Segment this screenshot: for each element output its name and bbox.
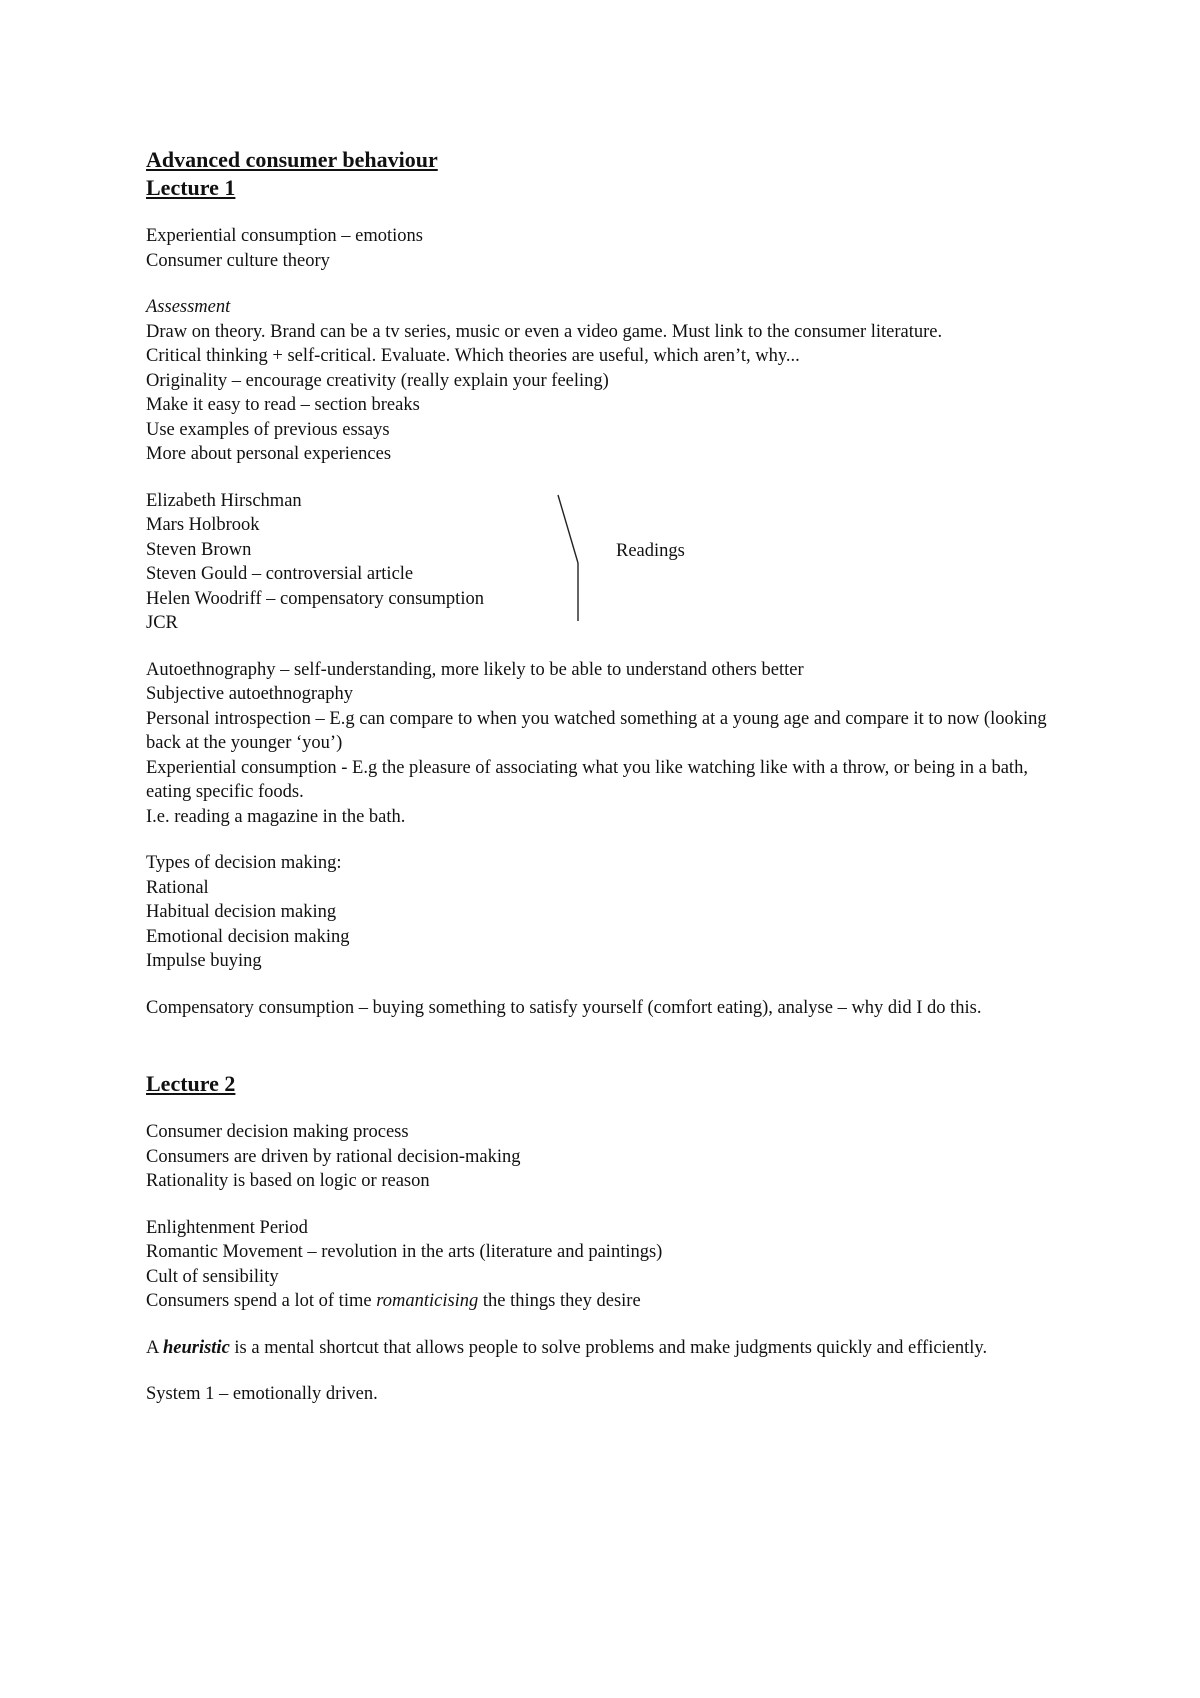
autoethnography-line: Autoethnography – self-understanding, more likely to be able to understand others better: [146, 659, 804, 680]
decision-line: Emotional decision making: [146, 926, 350, 947]
lecture-1-heading: Lecture 1: [146, 175, 236, 200]
process-line: Consumer decision making process: [146, 1122, 409, 1142]
reading-item: Steven Gould – controversial article: [146, 564, 414, 584]
process-line: Consumers are driven by rational decision-making: [146, 1146, 521, 1167]
reading-item: Steven Brown: [146, 539, 252, 560]
decision-line: Habitual decision making: [146, 902, 337, 922]
readings-label: Readings: [616, 540, 685, 561]
enlightenment-line: Cult of sensibility: [146, 1266, 279, 1287]
decision-line: Impulse buying: [146, 951, 262, 971]
assessment-line: Draw on theory. Brand can be a tv series, music or even a video game. Must link to the consumer literature.: [146, 321, 943, 342]
intro-line: Experiential consumption – emotions: [146, 226, 423, 246]
decision-line: Rational: [146, 877, 209, 898]
enlightenment-line: Enlightenment Period: [146, 1217, 308, 1238]
autoethnography-line: I.e. reading a magazine in the bath.: [146, 806, 406, 827]
readings-bracket: [556, 493, 596, 623]
reading-item: Mars Holbrook: [146, 515, 260, 535]
compensatory-line: Compensatory consumption – buying something to satisfy yourself (comfort eating), analyse – why did I do this.: [146, 997, 982, 1018]
assessment-line: Critical thinking + self-critical. Evaluate. Which theories are useful, which aren’t, why...: [146, 346, 800, 366]
reading-item: JCR: [146, 613, 178, 633]
heuristic-after: is a mental shortcut that allows people to solve problems and make judgments quickly and efficiently.: [229, 1337, 988, 1358]
romanticising-line: [146, 1289, 1066, 1314]
lecture-2-heading: Lecture 2: [146, 1071, 236, 1096]
readings-block: [146, 489, 1066, 636]
reading-item: Elizabeth Hirschman: [146, 490, 302, 511]
assessment-line: More about personal experiences: [146, 444, 392, 464]
romanticising-emphasis: romanticising: [376, 1291, 479, 1311]
romanticising-before: Consumers spend a lot of time: [146, 1291, 377, 1311]
intro-line: Consumer culture theory: [146, 250, 330, 271]
assessment-line: Make it easy to read – section breaks: [146, 395, 420, 415]
document-title: Advanced consumer behaviour: [146, 147, 438, 172]
autoethnography-line: Subjective autoethnography: [146, 684, 354, 704]
heuristic-emphasis: heuristic: [162, 1337, 230, 1358]
assessment-label: Assessment: [146, 297, 231, 317]
process-line: Rationality is based on logic or reason: [146, 1171, 430, 1191]
assessment-line: Originality – encourage creativity (really explain your feeling): [146, 370, 609, 391]
assessment-line: Use examples of previous essays: [146, 419, 390, 440]
autoethnography-line: Personal introspection – E.g can compare to when you watched something at a young age and compare it to now (looking back at the younger ‘you’): [146, 708, 1047, 753]
decision-line: Types of decision making:: [146, 853, 342, 873]
document-page: [146, 146, 1066, 1407]
heuristic-line: [146, 1336, 1066, 1361]
romanticising-after: the things they desire: [478, 1291, 641, 1311]
heuristic-before: A: [146, 1337, 163, 1358]
system1-line: System 1 – emotionally driven.: [146, 1384, 378, 1404]
enlightenment-line: Romantic Movement – revolution in the arts (literature and paintings): [146, 1242, 663, 1262]
reading-item: Helen Woodriff – compensatory consumption: [146, 588, 484, 609]
autoethnography-line: Experiential consumption - E.g the pleasure of associating what you like watching like with a throw, or being in a bath, eating specific foods.: [146, 757, 1028, 802]
